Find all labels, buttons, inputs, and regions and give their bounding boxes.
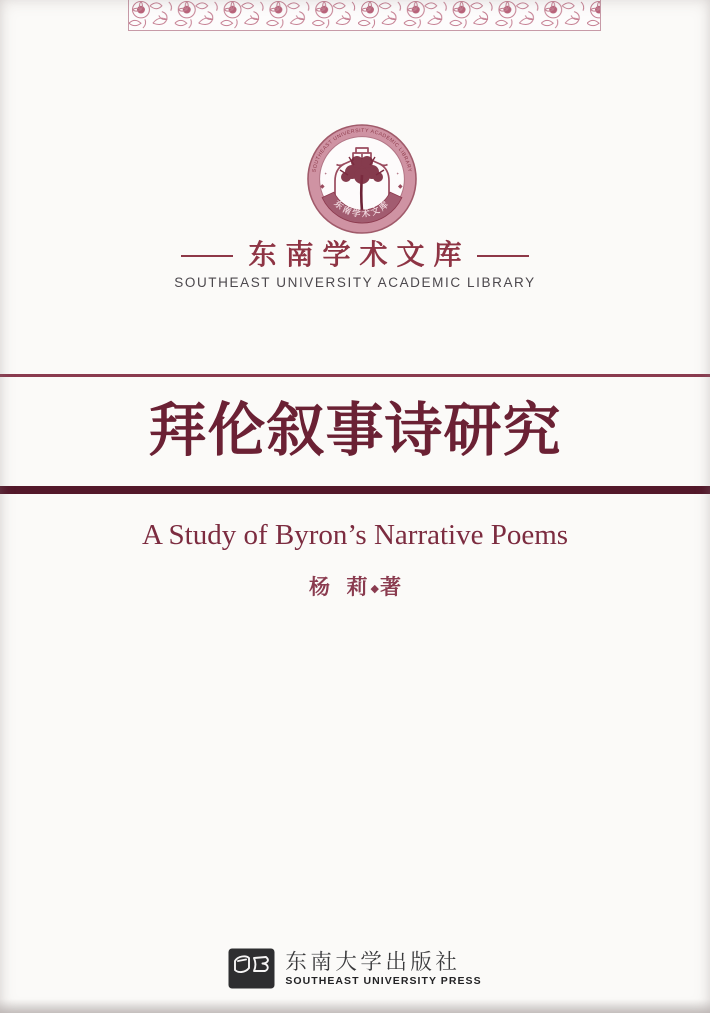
seal-dot-right-icon: ✦	[396, 171, 400, 176]
book-title-english: A Study of Byron’s Narrative Poems	[141, 519, 569, 551]
book-title: 拜伦叙事诗研究	[148, 398, 562, 463]
diamond-icon: ◆	[370, 582, 379, 595]
series-dash-left	[181, 255, 233, 257]
scan-edge-shadow	[0, 999, 710, 1013]
series-title: 东南学术文库	[248, 240, 471, 271]
author-name: 杨 莉	[309, 575, 370, 599]
floral-border-pattern	[129, 0, 600, 30]
press-name: 东南大学出版社	[285, 949, 461, 974]
press-name-english: SOUTHEAST UNIVERSITY PRESS	[285, 975, 482, 988]
press-text	[285, 950, 481, 988]
series-dash-right	[477, 255, 529, 257]
floral-border	[128, 0, 601, 31]
seal-diamond-right-icon: ◆	[398, 184, 403, 190]
publisher-block	[0, 948, 710, 989]
seal-ring-text: SOUTHEAST UNIVERSITY ACADEMIC LIBRARY	[311, 127, 413, 173]
seal-dot-left-icon: ✦	[324, 171, 328, 176]
academy-seal	[300, 117, 424, 241]
press-logo-icon	[228, 948, 275, 989]
series-title-english: SOUTHEAST UNIVERSITY ACADEMIC LIBRARY	[174, 275, 536, 290]
seal-diamond-left-icon: ◆	[320, 184, 325, 190]
author-line	[0, 571, 710, 601]
author-role: 著	[379, 575, 401, 599]
divider-thin	[0, 374, 710, 377]
series-title-row	[0, 239, 710, 273]
seal-banner-text: 东南学术文库	[332, 198, 392, 219]
divider-thick	[0, 486, 710, 494]
